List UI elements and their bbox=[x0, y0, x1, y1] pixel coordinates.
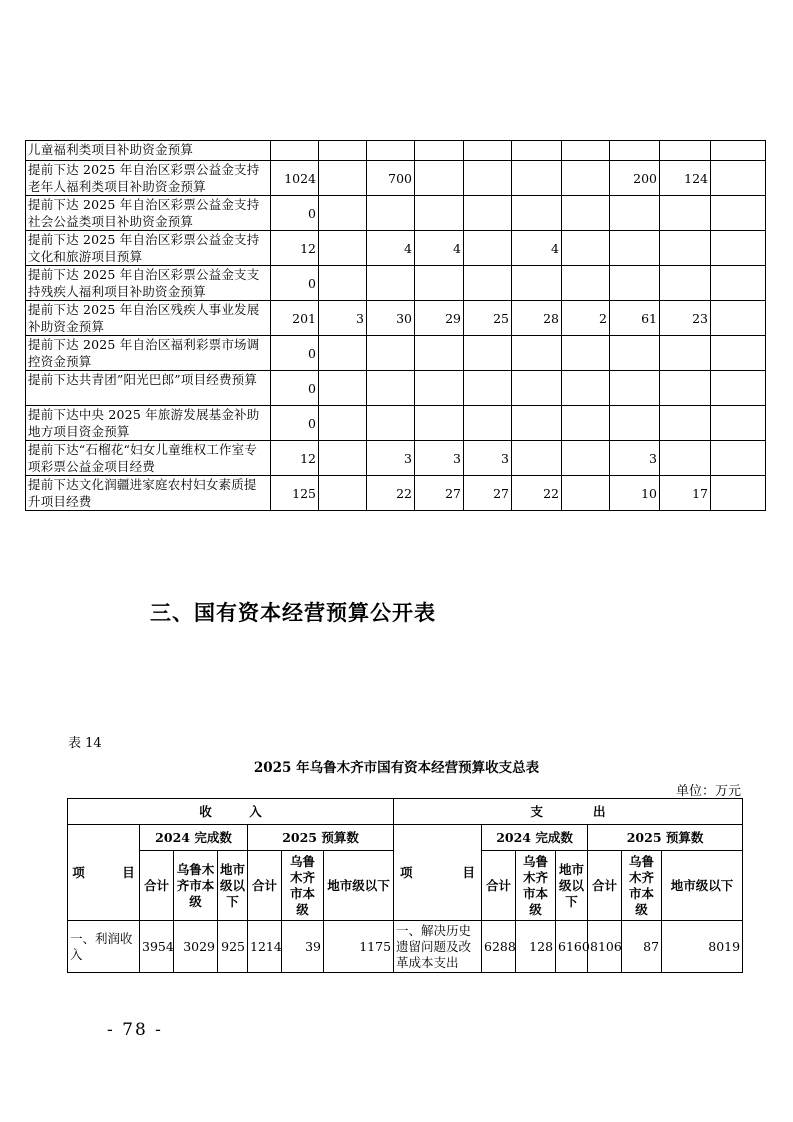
income-header: 收 入 bbox=[68, 799, 394, 825]
expense-2025-header: 2025 预算数 bbox=[588, 825, 743, 851]
row-value bbox=[711, 266, 766, 301]
row-value bbox=[562, 476, 610, 511]
expense-header: 支 出 bbox=[394, 799, 743, 825]
row-value: 27 bbox=[464, 476, 512, 511]
income-2024-total: 3954 bbox=[140, 921, 174, 973]
row-value bbox=[610, 406, 660, 441]
unit-label: 单位：万元 bbox=[675, 784, 741, 799]
row-value: 17 bbox=[660, 476, 711, 511]
row-value bbox=[562, 141, 610, 161]
row-value bbox=[319, 196, 367, 231]
row-value bbox=[711, 301, 766, 336]
row-value bbox=[512, 441, 562, 476]
row-value bbox=[711, 441, 766, 476]
table-row bbox=[26, 301, 766, 336]
row-value bbox=[319, 371, 367, 406]
row-value bbox=[415, 371, 464, 406]
row-value bbox=[415, 336, 464, 371]
section-title: 三、国有资本经营预算公开表 bbox=[150, 601, 436, 625]
table-row bbox=[26, 231, 766, 266]
row-value bbox=[512, 336, 562, 371]
row-value bbox=[660, 231, 711, 266]
table-row bbox=[26, 406, 766, 441]
row-value: 12 bbox=[271, 441, 319, 476]
row-value: 22 bbox=[367, 476, 415, 511]
row-value bbox=[562, 231, 610, 266]
row-value bbox=[464, 406, 512, 441]
col-city: 乌鲁木齐市本级 bbox=[622, 851, 662, 921]
row-value bbox=[464, 161, 512, 196]
row-value: 200 bbox=[610, 161, 660, 196]
row-value: 12 bbox=[271, 231, 319, 266]
expense-2025-total: 8106 bbox=[588, 921, 622, 973]
col-total: 合计 bbox=[482, 851, 516, 921]
expense-2025-lower: 8019 bbox=[662, 921, 743, 973]
col-total: 合计 bbox=[588, 851, 622, 921]
row-value: 30 bbox=[367, 301, 415, 336]
row-value bbox=[415, 266, 464, 301]
row-value bbox=[464, 141, 512, 161]
row-value bbox=[660, 406, 711, 441]
row-value: 25 bbox=[464, 301, 512, 336]
row-value bbox=[660, 266, 711, 301]
row-value bbox=[660, 336, 711, 371]
table-row bbox=[26, 476, 766, 511]
expense-item: 一、解决历史遗留问题及改革成本支出 bbox=[394, 921, 482, 973]
income-2025-lower: 1175 bbox=[324, 921, 394, 973]
row-item-name: 提前下达 2025 年自治区彩票公益金支持社会公益类项目补助资金预算 bbox=[26, 196, 271, 231]
row-value bbox=[319, 336, 367, 371]
row-value bbox=[319, 441, 367, 476]
row-value bbox=[367, 336, 415, 371]
row-value bbox=[367, 196, 415, 231]
table-row bbox=[26, 336, 766, 371]
row-value bbox=[610, 196, 660, 231]
expense-2024-header: 2024 完成数 bbox=[482, 825, 588, 851]
row-value bbox=[562, 266, 610, 301]
row-item-name: 提前下达文化润疆进家庭农村妇女素质提升项目经费 bbox=[26, 476, 271, 511]
income-2025-city: 39 bbox=[282, 921, 324, 973]
row-value bbox=[367, 266, 415, 301]
expense-item-header: 项 目 bbox=[394, 825, 482, 921]
row-value bbox=[319, 266, 367, 301]
row-value bbox=[512, 161, 562, 196]
col-total: 合计 bbox=[140, 851, 174, 921]
income-2024-header: 2024 完成数 bbox=[140, 825, 248, 851]
row-value bbox=[367, 371, 415, 406]
table-row bbox=[26, 161, 766, 196]
row-value bbox=[319, 476, 367, 511]
row-value bbox=[562, 336, 610, 371]
row-value bbox=[660, 196, 711, 231]
table-row bbox=[26, 141, 766, 161]
row-value bbox=[512, 406, 562, 441]
row-value: 28 bbox=[512, 301, 562, 336]
income-2024-lower: 925 bbox=[218, 921, 248, 973]
row-value bbox=[319, 141, 367, 161]
row-value bbox=[660, 141, 711, 161]
row-value: 124 bbox=[660, 161, 711, 196]
row-value: 61 bbox=[610, 301, 660, 336]
row-value bbox=[711, 336, 766, 371]
col-lower: 地市级以下 bbox=[662, 851, 743, 921]
row-value: 2 bbox=[562, 301, 610, 336]
row-value bbox=[562, 196, 610, 231]
row-item-name: 提前下达 2025 年自治区彩票公益金支持老年人福利类项目补助资金预算 bbox=[26, 161, 271, 196]
row-value bbox=[711, 161, 766, 196]
income-2025-header: 2025 预算数 bbox=[248, 825, 394, 851]
row-value: 3 bbox=[464, 441, 512, 476]
row-item-name: 提前下达共青团”阳光巴郎”项目经费预算 bbox=[26, 371, 271, 406]
col-lower: 地市级以下 bbox=[556, 851, 588, 921]
row-value: 700 bbox=[367, 161, 415, 196]
row-value bbox=[464, 266, 512, 301]
row-value bbox=[711, 476, 766, 511]
row-value bbox=[562, 406, 610, 441]
row-value: 3 bbox=[415, 441, 464, 476]
row-value: 0 bbox=[271, 196, 319, 231]
expense-2025-city: 87 bbox=[622, 921, 662, 973]
row-value: 3 bbox=[319, 301, 367, 336]
row-item-name: 提前下达 2025 年自治区残疾人事业发展补助资金预算 bbox=[26, 301, 271, 336]
col-lower: 地市级以下 bbox=[324, 851, 394, 921]
row-value: 0 bbox=[271, 406, 319, 441]
row-item-name: 提前下达 2025 年自治区彩票公益金支支持残疾人福利项目补助资金预算 bbox=[26, 266, 271, 301]
table-row bbox=[26, 441, 766, 476]
row-value: 4 bbox=[415, 231, 464, 266]
row-value bbox=[512, 266, 562, 301]
row-value bbox=[562, 441, 610, 476]
row-value: 125 bbox=[271, 476, 319, 511]
row-value bbox=[711, 231, 766, 266]
row-value: 23 bbox=[660, 301, 711, 336]
row-value bbox=[367, 406, 415, 441]
row-item-name: 提前下达 2025 年自治区彩票公益金支持文化和旅游项目预算 bbox=[26, 231, 271, 266]
col-city: 乌鲁木齐市本级 bbox=[282, 851, 324, 921]
table-title: 2025 年乌鲁木齐市国有资本经营预算收支总表 bbox=[253, 760, 540, 776]
row-value bbox=[319, 231, 367, 266]
income-2024-city: 3029 bbox=[174, 921, 218, 973]
row-value bbox=[464, 371, 512, 406]
row-value bbox=[415, 196, 464, 231]
row-value bbox=[319, 161, 367, 196]
income-2025-total: 1214 bbox=[248, 921, 282, 973]
expense-2024-lower: 6160 bbox=[556, 921, 588, 973]
row-item-name: 儿童福利类项目补助资金预算 bbox=[26, 141, 271, 161]
table-label: 表 14 bbox=[68, 736, 102, 751]
row-value bbox=[319, 406, 367, 441]
row-value: 0 bbox=[271, 266, 319, 301]
row-value bbox=[562, 161, 610, 196]
row-value bbox=[464, 231, 512, 266]
row-value: 0 bbox=[271, 336, 319, 371]
row-value bbox=[610, 231, 660, 266]
row-value: 4 bbox=[367, 231, 415, 266]
page-number: - 78 - bbox=[107, 1020, 163, 1040]
table-row bbox=[26, 266, 766, 301]
row-value bbox=[610, 371, 660, 406]
row-item-name: 提前下达中央 2025 年旅游发展基金补助地方项目资金预算 bbox=[26, 406, 271, 441]
row-value bbox=[711, 371, 766, 406]
row-value bbox=[711, 141, 766, 161]
row-value: 201 bbox=[271, 301, 319, 336]
row-value bbox=[464, 196, 512, 231]
expense-2024-total: 6288 bbox=[482, 921, 516, 973]
lottery-fund-table bbox=[25, 140, 766, 511]
row-value bbox=[464, 336, 512, 371]
table-row bbox=[26, 196, 766, 231]
income-item: 一、利润收入 bbox=[68, 921, 140, 973]
row-value bbox=[512, 196, 562, 231]
row-value bbox=[610, 141, 660, 161]
row-value bbox=[711, 406, 766, 441]
row-value bbox=[711, 196, 766, 231]
row-value bbox=[512, 371, 562, 406]
col-lower: 地市级以下 bbox=[218, 851, 248, 921]
col-city: 乌鲁木齐市本级 bbox=[174, 851, 218, 921]
row-value: 3 bbox=[610, 441, 660, 476]
row-value: 3 bbox=[367, 441, 415, 476]
row-value: 1024 bbox=[271, 161, 319, 196]
row-value bbox=[660, 441, 711, 476]
row-item-name: 提前下达“石榴花“妇女儿童维权工作室专项彩票公益金项目经费 bbox=[26, 441, 271, 476]
state-capital-budget-table bbox=[67, 798, 743, 973]
row-item-name: 提前下达 2025 年自治区福利彩票市场调控资金预算 bbox=[26, 336, 271, 371]
row-value bbox=[415, 161, 464, 196]
col-total: 合计 bbox=[248, 851, 282, 921]
row-value: 4 bbox=[512, 231, 562, 266]
row-value: 22 bbox=[512, 476, 562, 511]
row-value: 27 bbox=[415, 476, 464, 511]
row-value bbox=[415, 406, 464, 441]
row-value: 0 bbox=[271, 371, 319, 406]
row-value bbox=[610, 336, 660, 371]
table-row bbox=[26, 371, 766, 406]
row-value bbox=[367, 141, 415, 161]
row-value: 10 bbox=[610, 476, 660, 511]
row-value bbox=[660, 371, 711, 406]
income-item-header: 项 目 bbox=[68, 825, 140, 921]
col-city: 乌鲁木齐市本级 bbox=[516, 851, 556, 921]
row-value: 29 bbox=[415, 301, 464, 336]
row-value bbox=[271, 141, 319, 161]
row-value bbox=[512, 141, 562, 161]
expense-2024-city: 128 bbox=[516, 921, 556, 973]
row-value bbox=[610, 266, 660, 301]
row-value bbox=[415, 141, 464, 161]
row-value bbox=[562, 371, 610, 406]
